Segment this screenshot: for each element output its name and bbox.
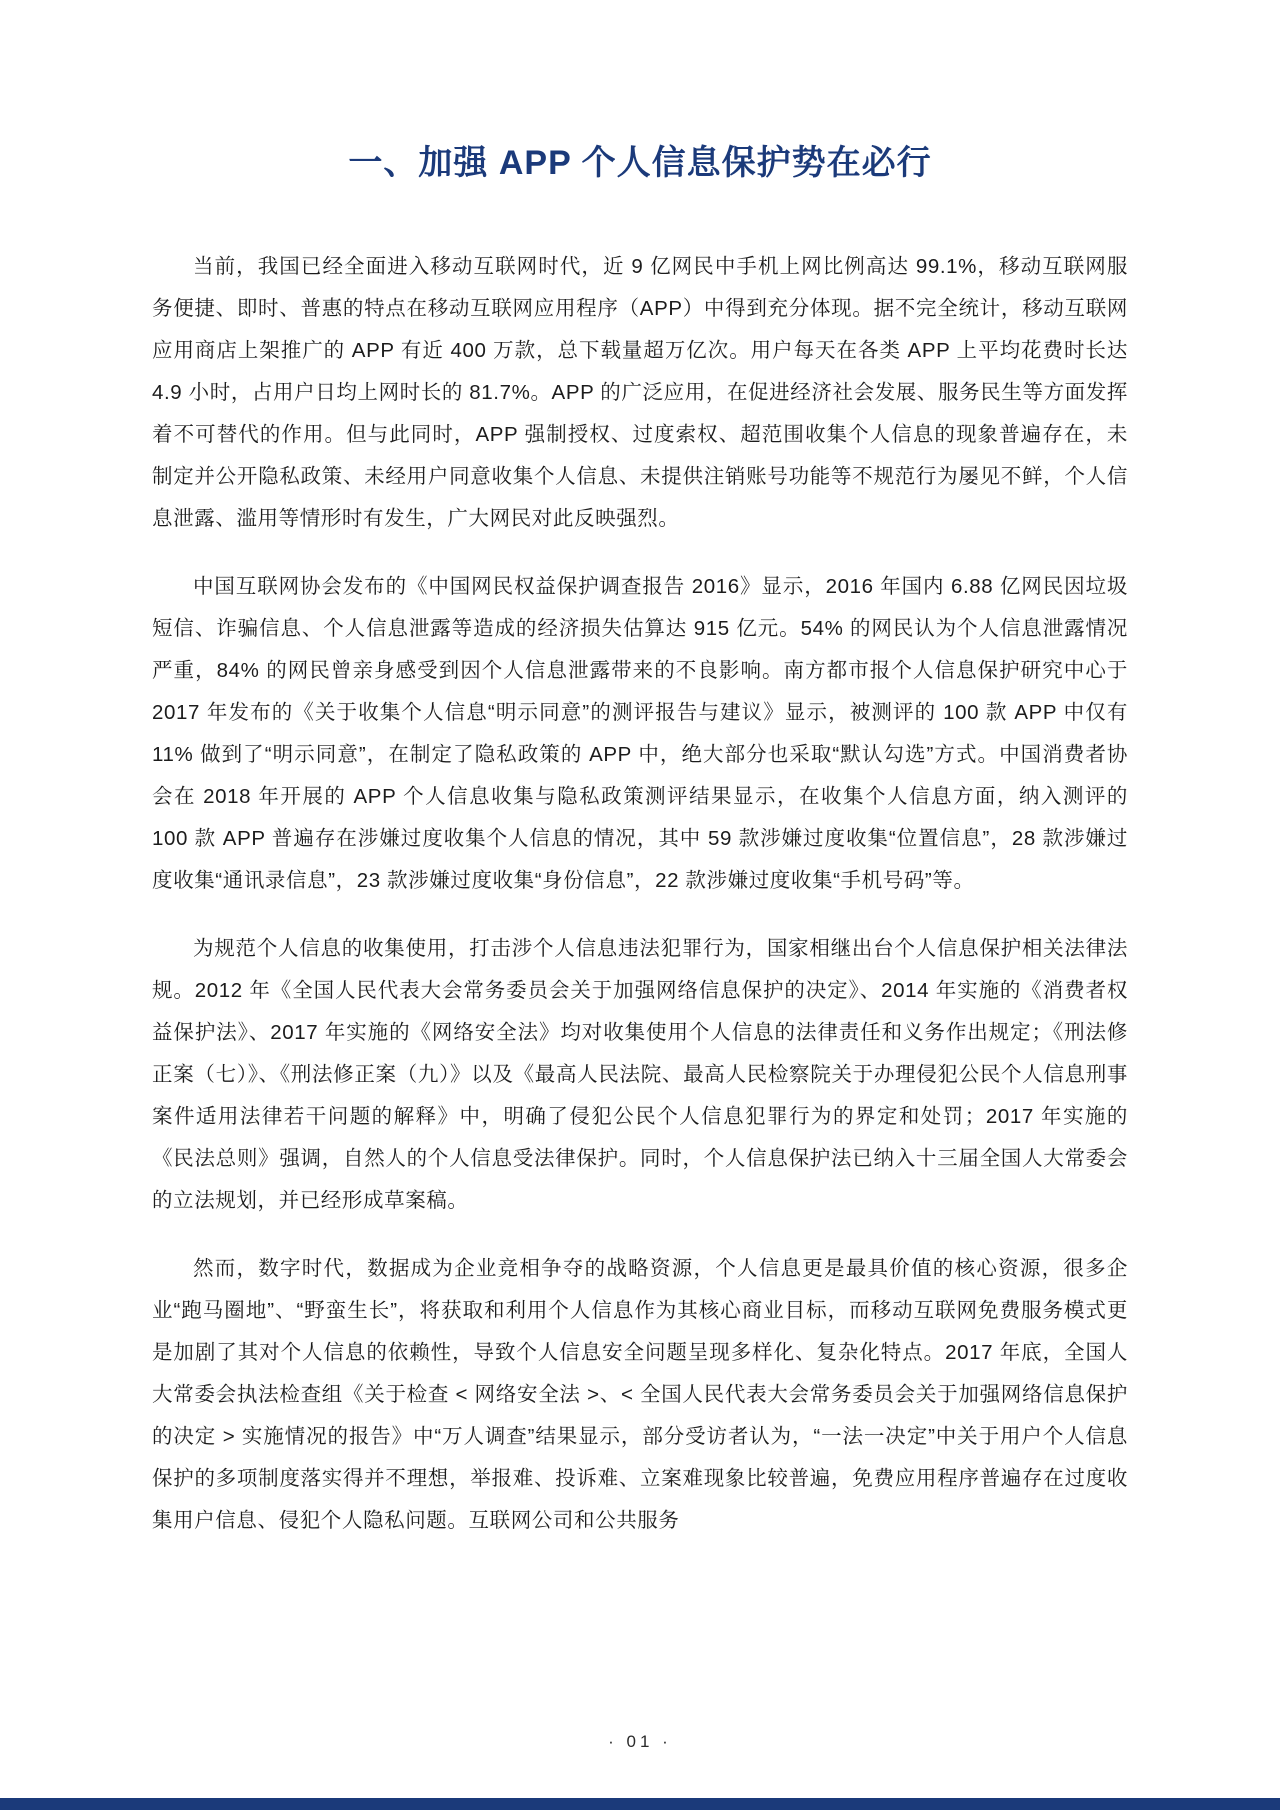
body-paragraph-4: 然而，数字时代，数据成为企业竞相争夺的战略资源，个人信息更是最具价值的核心资源，很多企业“跑马圈地”、“野蛮生长”，将获取和利用个人信息作为其核心商业目标，而移动互联网免费服务模式更是加剧了其对个人信息的依赖性，导致个人信息安全问题呈现多样化、复杂化特点。2017 年底，全国人大常委会执法检查组《关于检查 < 网络安全法 >、< 全国人民代表大会常务委员会关于加强网络信息保护的决定 > 实施情况的报告》中“万人调查”结果显示，部分受访者认为，“一法一决定”中关于用户个人信息保护的多项制度落实得并不理想，举报难、投诉难、立案难现象比较普遍，免费应用程序普遍存在过度收集用户信息、侵犯个人隐私问题。互联网公司和公共服务 [152, 1256, 1128, 1532]
body-paragraph-2: 中国互联网协会发布的《中国网民权益保护调查报告 2016》显示，2016 年国内 6.88 亿网民因垃圾短信、诈骗信息、个人信息泄露等造成的经济损失估算达 915 亿元。54% 的网民认为个人信息泄露情况严重，84% 的网民曾亲身感受到因个人信息泄露带来的不良影响。南方都市报个人信息保护研究中心于 2017 年发布的《关于收集个人信息“明示同意”的测评报告与建议》显示，被测评的 100 款 APP 中仅有 11% 做到了“明示同意”，在制定了隐私政策的 APP 中，绝大部分也采取“默认勾选”方式。中国消费者协会在 2018 年开展的 APP 个人信息收集与隐私政策测评结果显示，在收集个人信息方面，纳入测评的 100 款 APP 普遍存在涉嫌过度收集个人信息的情况，其中 59 款涉嫌过度收集“位置信息”，28 款涉嫌过度收集“通讯录信息”，23 款涉嫌过度收集“身份信息”，22 款涉嫌过度收集“手机号码”等。 [152, 574, 1128, 892]
page-number: · 01 · [608, 1732, 672, 1751]
body-paragraph-1: 当前，我国已经全面进入移动互联网时代，近 9 亿网民中手机上网比例高达 99.1%，移动互联网服务便捷、即时、普惠的特点在移动互联网应用程序（APP）中得到充分体现。据不完全统计，移动互联网应用商店上架推广的 APP 有近 400 万款，总下载量超万亿次。用户每天在各类 APP 上平均花费时长达 4.9 小时，占用户日均上网时长的 81.7%。APP 的广泛应用，在促进经济社会发展、服务民生等方面发挥着不可替代的作用。但与此同时，APP 强制授权、过度索权、超范围收集个人信息的现象普遍存在，未制定并公开隐私政策、未经用户同意收集个人信息、未提供注销账号功能等不规范行为屡见不鲜，个人信息泄露、滥用等情形时有发生，广大网民对此反映强烈。 [152, 254, 1128, 530]
body-paragraph-3: 为规范个人信息的收集使用，打击涉个人信息违法犯罪行为，国家相继出台个人信息保护相关法律法规。2012 年《全国人民代表大会常务委员会关于加强网络信息保护的决定》、2014 年实施的《消费者权益保护法》、2017 年实施的《网络安全法》均对收集使用个人信息的法律责任和义务作出规定；《刑法修正案（七）》、《刑法修正案（九）》以及《最高人民法院、最高人民检察院关于办理侵犯公民个人信息刑事案件适用法律若干问题的解释》中，明确了侵犯公民个人信息犯罪行为的界定和处罚；2017 年实施的《民法总则》强调，自然人的个人信息受法律保护。同时，个人信息保护法已纳入十三届全国人大常委会的立法规划，并已经形成草案稿。 [152, 936, 1128, 1212]
page-title: 一、加强 APP 个人信息保护势在必行 [348, 144, 932, 182]
footer-accent-bar [0, 1798, 1280, 1810]
